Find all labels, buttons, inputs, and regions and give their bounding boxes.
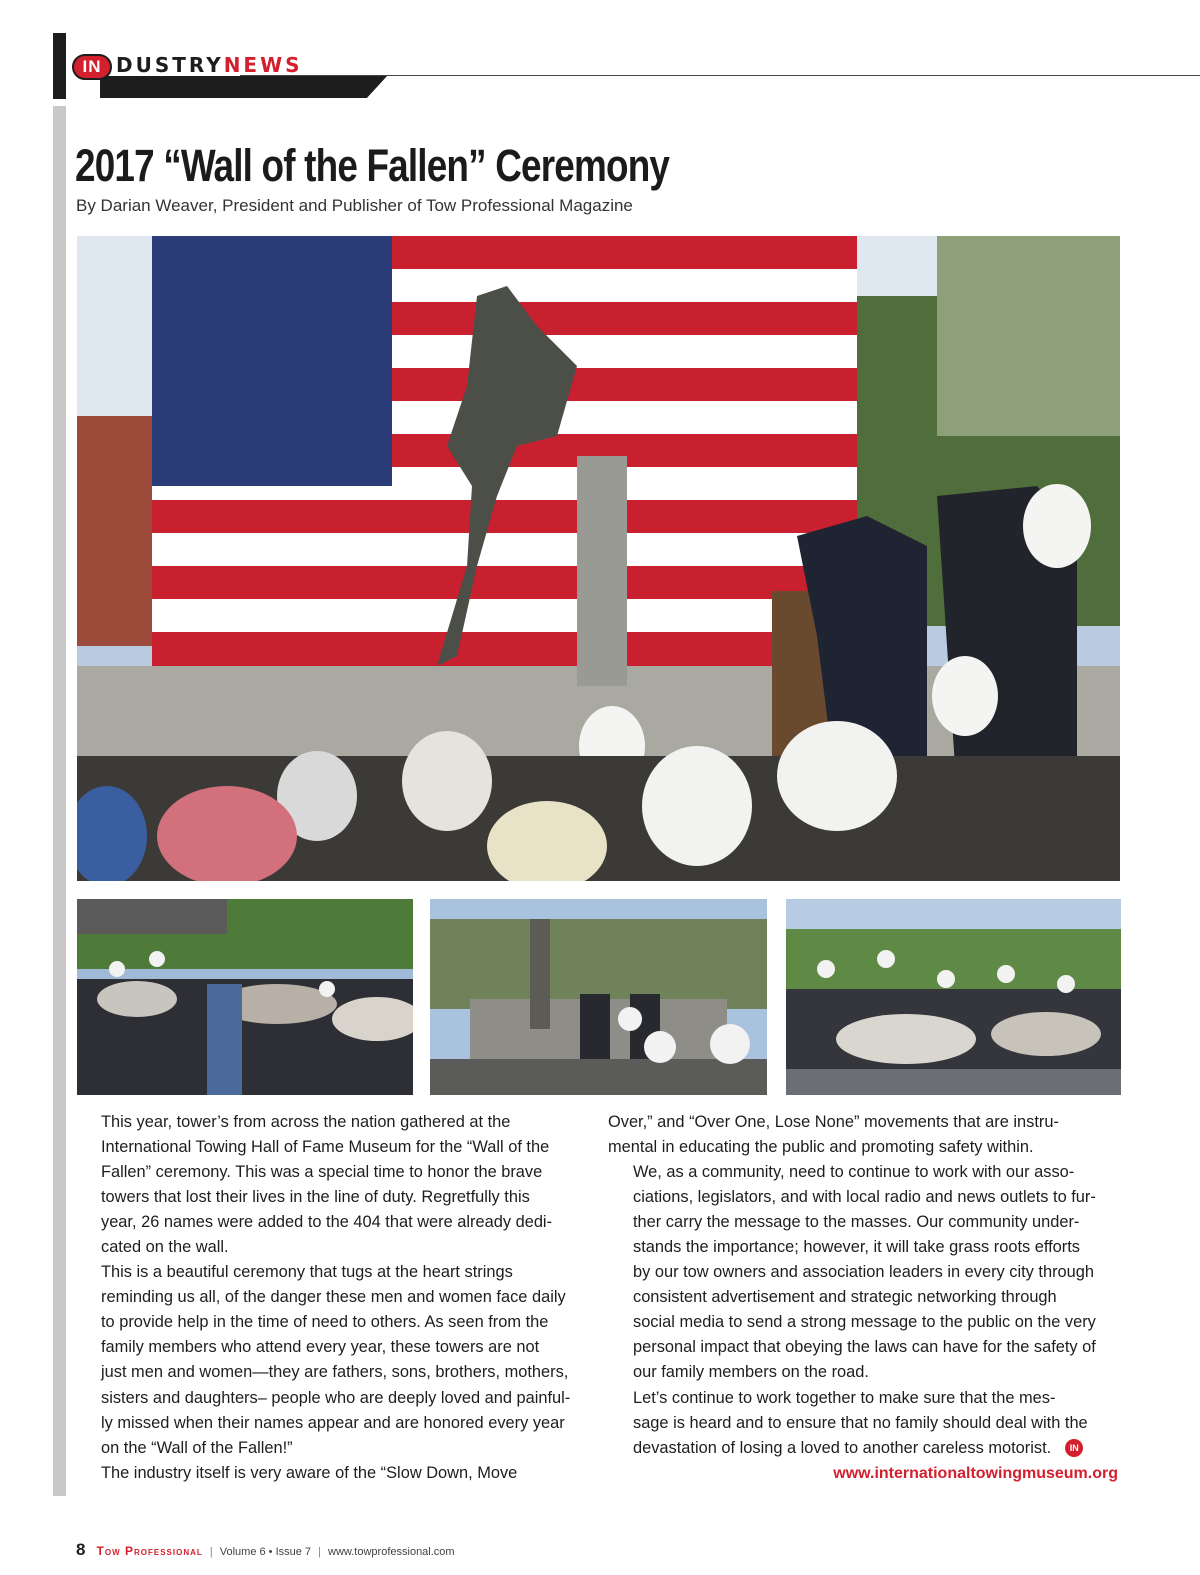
text-line: Over,” and “Over One, Lose None” movements that are instru-	[608, 1113, 1059, 1131]
text-line: sage is heard and to ensure that no family should deal with the	[633, 1413, 1088, 1432]
paragraph	[76, 1260, 586, 1460]
issue-info: Volume 6 • Issue 7	[219, 1546, 312, 1558]
text-line: stands the importance; however, it will take grass roots efforts	[633, 1238, 1081, 1257]
text-line: reminding us all, of the danger these men and women face daily	[101, 1288, 566, 1307]
left-margin-bar	[53, 106, 66, 1496]
article-end-logo-icon: IN	[1065, 1439, 1083, 1457]
text-line: This is a beautiful ceremony that tugs at the heart strings	[101, 1263, 513, 1282]
museum-website-link[interactable]: www.internationaltowingmuseum.org	[833, 1465, 1118, 1482]
article-body-right-column	[608, 1110, 1118, 1461]
magazine-website[interactable]: www.towprofessional.com	[328, 1546, 455, 1558]
paragraph	[608, 1160, 1118, 1385]
text-line: mental in educating the public and promoting safety within.	[608, 1138, 1034, 1157]
text-line: ciations, legislators, and with local radio and news outlets to fur-	[633, 1188, 1096, 1207]
section-title-main: DUSTRY	[116, 53, 224, 77]
text-line: The industry itself is very aware of the “Slow Down, Move	[101, 1463, 518, 1482]
text-line: We, as a community, need to continue to work with our asso-	[633, 1163, 1075, 1182]
ceremony-main-photo	[77, 236, 1120, 881]
footer-separator: |	[318, 1546, 321, 1558]
article-body-left-column	[76, 1110, 586, 1486]
paragraph	[608, 1386, 1118, 1461]
text-line: our family members on the road.	[633, 1363, 869, 1382]
text-line: ther carry the message to the masses. Our community under-	[633, 1213, 1080, 1232]
article-byline: By Darian Weaver, President and Publisher of Tow Professional Magazine	[76, 196, 633, 215]
text-line: Fallen” ceremony. This was a special time to honor the brave	[101, 1163, 543, 1182]
section-title-accent: NEWS	[223, 53, 303, 77]
paragraph	[608, 1110, 1118, 1160]
page-footer	[76, 1540, 455, 1560]
crowd-photo-right	[786, 899, 1121, 1095]
text-line: on the “Wall of the Fallen!”	[101, 1438, 293, 1457]
text-line: year, 26 names were added to the 404 that were already dedi-	[101, 1213, 553, 1232]
section-logo-badge: IN	[72, 54, 112, 80]
text-line: personal impact that obeying the laws can have for the safety of	[633, 1338, 1096, 1357]
header-rule	[240, 75, 1200, 76]
text-line	[608, 1436, 1118, 1461]
text-line: cated on the wall.	[101, 1238, 229, 1257]
text-line: This year, tower’s from across the nation gathered at the	[101, 1113, 511, 1131]
text-line: by our tow owners and association leaders in every city through	[633, 1263, 1095, 1282]
footer-separator: |	[209, 1546, 213, 1558]
text-line: International Towing Hall of Fame Museum for the “Wall of the	[101, 1138, 550, 1157]
text-line: ly missed when their names appear and are honored every year	[101, 1413, 565, 1432]
text-line: Let’s continue to work together to make sure that the mes-	[633, 1388, 1056, 1407]
paragraph	[76, 1110, 586, 1260]
article-title: 2017 “Wall of the Fallen” Ceremony	[75, 140, 670, 191]
crowd-photo-center	[430, 899, 767, 1095]
header-bracket	[53, 33, 66, 99]
text-line: towers that lost their lives in the line of duty. Regretfully this	[101, 1188, 530, 1207]
section-title	[116, 53, 303, 77]
crowd-photo-left	[77, 899, 413, 1095]
paragraph	[76, 1461, 586, 1486]
header-wedge	[100, 76, 387, 98]
text-line: consistent advertisement and strategic networking through	[633, 1288, 1057, 1307]
text-line: family members who attend every year, these towers are not	[101, 1338, 540, 1357]
page-number: 8	[76, 1540, 86, 1559]
magazine-name: Tow Professional	[96, 1544, 203, 1558]
text-line: social media to send a strong message to the public on the very	[633, 1313, 1096, 1332]
text-line: just men and women—they are fathers, sons, brothers, mothers,	[101, 1363, 569, 1382]
text-line-final: devastation of losing a loved to another careless motorist.	[633, 1438, 1052, 1457]
text-line: to provide help in the time of need to others. As seen from the	[101, 1313, 549, 1332]
text-line: sisters and daughters– people who are deeply loved and painful-	[101, 1388, 571, 1407]
